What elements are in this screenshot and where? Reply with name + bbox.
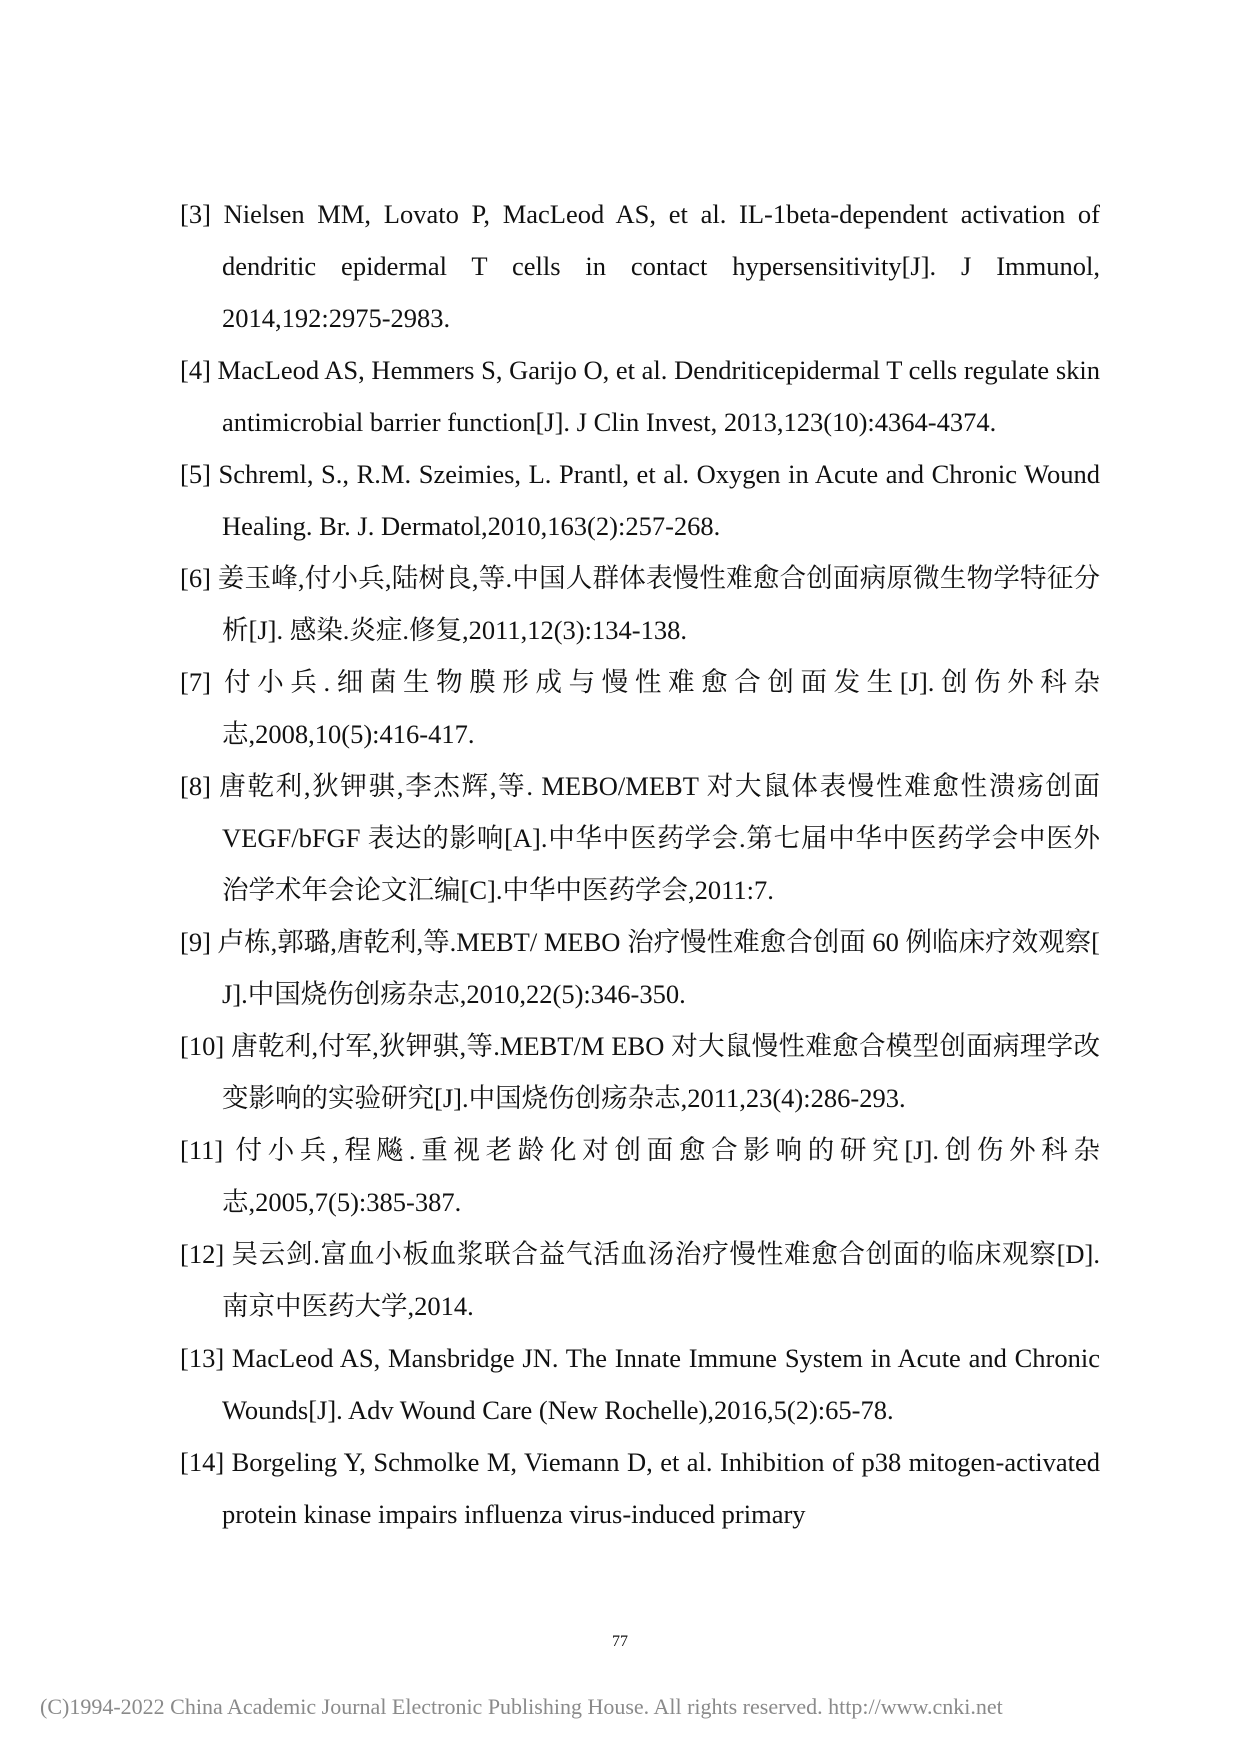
reference-number: [8] xyxy=(180,771,211,801)
reference-text: 唐乾利,狄钾骐,李杰辉,等. MEBO/MEBT 对大鼠体表慢性难愈性溃疡创面 VEGF/bFGF 表达的影响[A].中华中医药学会.第七届中华中医药学会中医外治学术年会论文汇编[C].中华中医药学会,2011:7. xyxy=(210,771,1100,905)
reference-item xyxy=(180,552,1100,656)
reference-list xyxy=(180,188,1100,1540)
reference-number: [4] xyxy=(180,355,211,385)
reference-item xyxy=(180,344,1100,448)
reference-number: [9] xyxy=(180,927,211,957)
reference-number: [11] xyxy=(180,1135,224,1165)
page-number: 77 xyxy=(612,1633,628,1650)
reference-text: 吴云剑.富血小板血浆联合益气活血汤治疗慢性难愈合创面的临床观察[D].南京中医药大学,2014. xyxy=(222,1239,1100,1321)
reference-item xyxy=(180,1124,1100,1228)
reference-text: Schreml, S., R.M. Szeimies, L. Prantl, et al. Oxygen in Acute and Chronic Wound Healing. Br. J. Dermatol,2010,163(2):257-268. xyxy=(210,459,1100,541)
reference-number: [12] xyxy=(180,1239,225,1269)
reference-text: 付小兵.细菌生物膜形成与慢性难愈合创面发生[J].创伤外科杂志,2008,10(5):416-417. xyxy=(210,667,1100,749)
reference-item xyxy=(180,1228,1100,1332)
reference-text: 姜玉峰,付小兵,陆树良,等.中国人群体表慢性难愈合创面病原微生物学特征分析[J]. 感染.炎症.修复,2011,12(3):134-138. xyxy=(210,563,1100,645)
reference-item xyxy=(180,1436,1100,1540)
reference-text: Borgeling Y, Schmolke M, Viemann D, et al. Inhibition of p38 mitogen-activated protein kinase impairs influenza virus-induced primary xyxy=(222,1447,1100,1529)
reference-text: 唐乾利,付军,狄钾骐,等.MEBT/M EBO 对大鼠慢性难愈合模型创面病理学改变影响的实验研究[J].中国烧伤创疡杂志,2011,23(4):286-293. xyxy=(222,1031,1100,1113)
reference-number: [14] xyxy=(180,1447,225,1477)
reference-item xyxy=(180,188,1100,344)
reference-number: [13] xyxy=(180,1343,225,1373)
reference-number: [3] xyxy=(180,199,211,229)
reference-text: Nielsen MM, Lovato P, MacLeod AS, et al. IL-1beta-dependent activation of dendritic epidermal T cells in contact hypersensitivity[J]. J Immunol, 2014,192:2975-2983. xyxy=(210,199,1100,333)
copyright-footer: (C)1994-2022 China Academic Journal Electronic Publishing House. All rights reserved. http://www.cnki.net xyxy=(40,1694,1003,1719)
reference-item xyxy=(180,1020,1100,1124)
reference-item xyxy=(180,1332,1100,1436)
reference-item xyxy=(180,656,1100,760)
reference-number: [5] xyxy=(180,459,211,489)
reference-number: [10] xyxy=(180,1031,225,1061)
reference-number: [7] xyxy=(180,667,211,697)
reference-item xyxy=(180,448,1100,552)
reference-text: MacLeod AS, Hemmers S, Garijo O, et al. Dendriticepidermal T cells regulate skin antimicrobial barrier function[J]. J Clin Invest, 2013,123(10):4364-4374. xyxy=(210,355,1100,437)
reference-number: [6] xyxy=(180,563,211,593)
reference-text: 卢栋,郭璐,唐乾利,等.MEBT/ MEBO 治疗慢性难愈合创面 60 例临床疗效观察[ J].中国烧伤创疡杂志,2010,22(5):346-350. xyxy=(210,927,1100,1009)
reference-item xyxy=(180,916,1100,1020)
reference-text: 付小兵,程飚.重视老龄化对创面愈合影响的研究[J].创伤外科杂志,2005,7(5):385-387. xyxy=(222,1135,1100,1217)
reference-item xyxy=(180,760,1100,916)
reference-text: MacLeod AS, Mansbridge JN. The Innate Immune System in Acute and Chronic Wounds[J]. Adv Wound Care (New Rochelle),2016,5(2):65-78. xyxy=(222,1343,1100,1425)
